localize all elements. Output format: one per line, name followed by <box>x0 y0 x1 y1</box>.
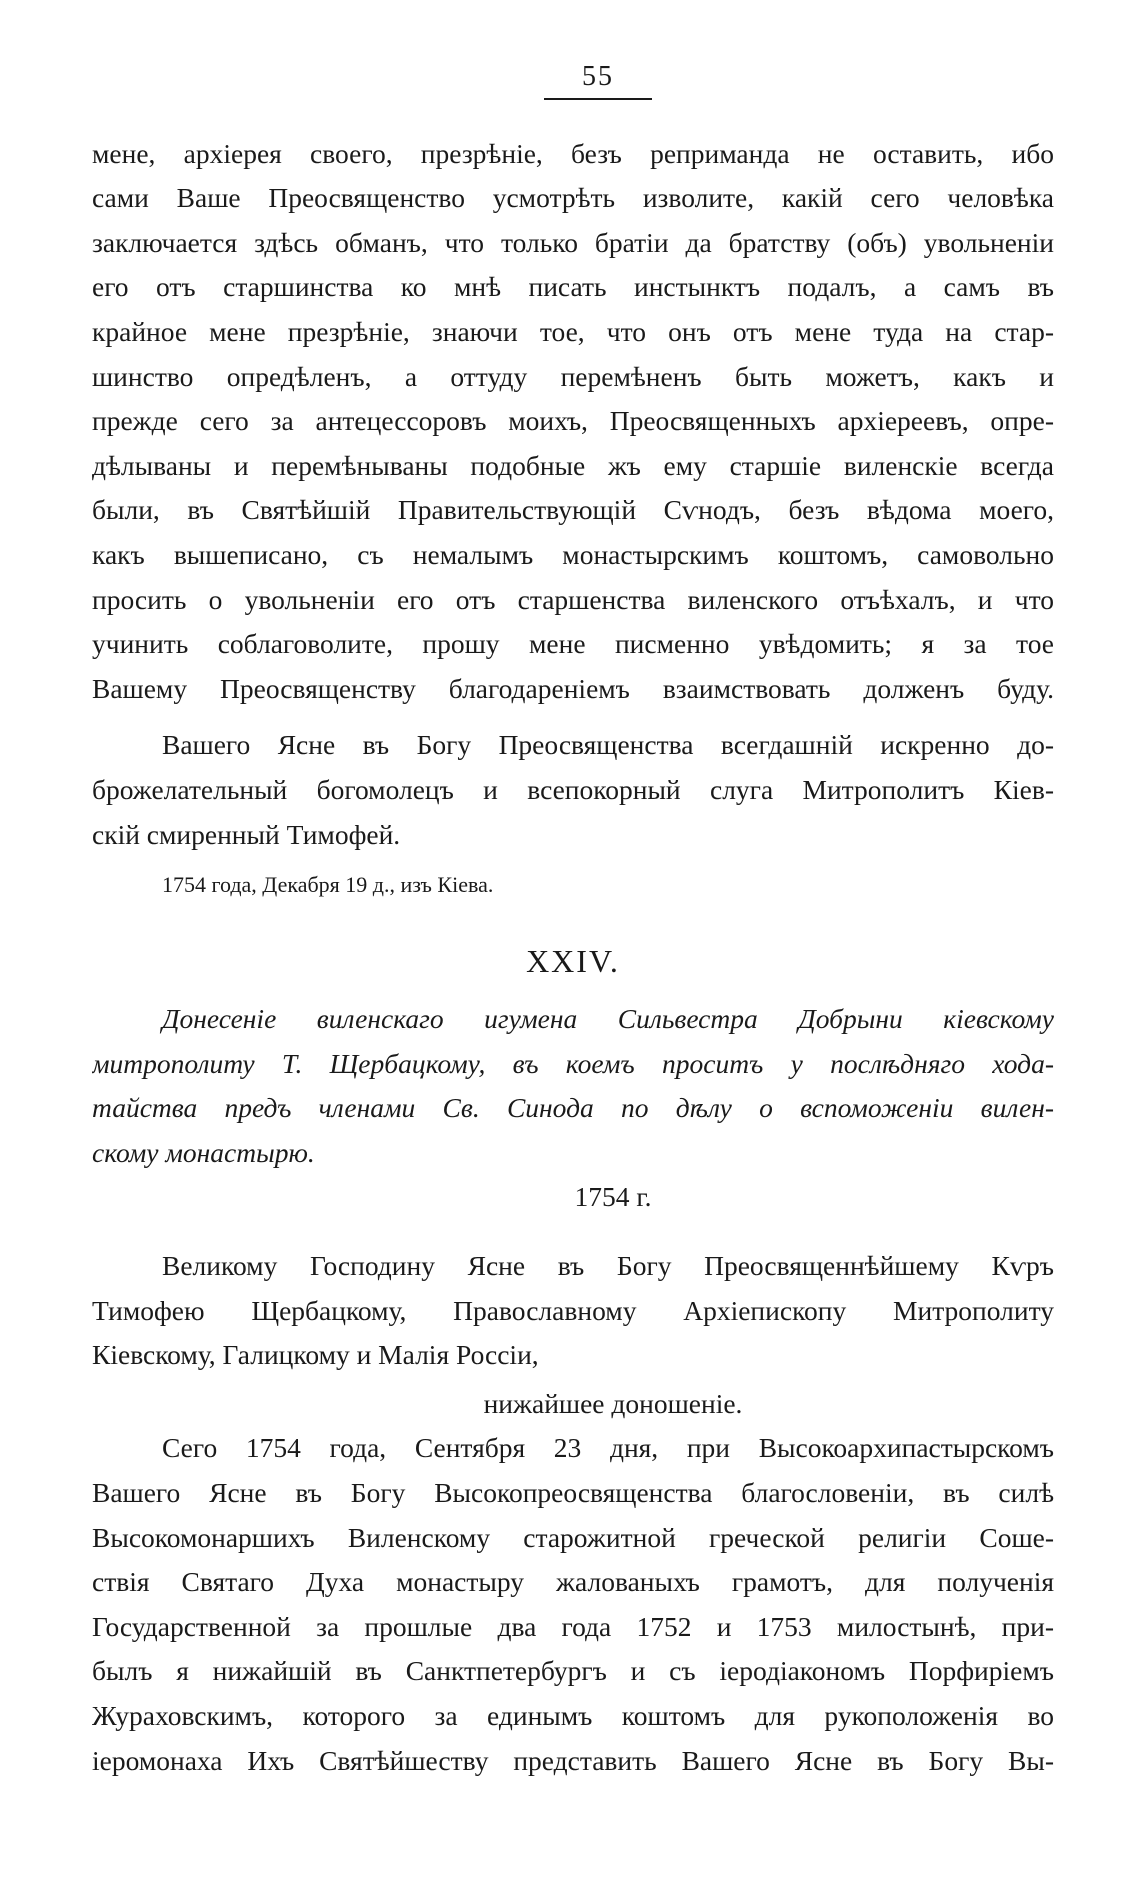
text-line: Вашего Ясне въ Богу Преосвященства всегдашній искренно до- <box>162 729 1054 761</box>
text-line: были, въ Святѣйшій Правительствующій Сѵнодъ, безъ вѣдома моего, <box>92 494 1054 526</box>
text-line: Вашего Ясне въ Богу Высокопреосвященства благословеніи, въ силѣ <box>92 1477 1054 1509</box>
document-heading <box>92 997 1054 1175</box>
text-line: Жураховскимъ, которого за единымъ коштомъ для рукоположенія во <box>92 1700 1054 1731</box>
section-number: XXIV. <box>526 943 620 980</box>
address-closing: нижайшее доношеніе. <box>483 1387 743 1419</box>
text-line: Великому Господину Ясне въ Богу Преосвященнѣйшему Кѵръ <box>162 1250 1054 1282</box>
address-paragraph <box>92 1244 1054 1378</box>
text-line: іеромонаха Ихъ Святѣйшеству представить Вашего Ясне въ Богу Вы- <box>92 1744 1054 1776</box>
text-line: прежде сего за антецессоровъ моихъ, Преосвященныхъ архіереевъ, опре- <box>92 405 1054 437</box>
report-body-paragraph <box>92 1426 1054 1783</box>
text-line: учинить соблаговолите, прошу мене писменно увѣдомить; я за тое <box>92 628 1054 660</box>
text-line: ствія Святаго Духа монастыру жалованыхъ грамотъ, для полученія <box>92 1566 1054 1598</box>
text-line: заключается здѣсь обманъ, что только братіи да братству (объ) увольненіи <box>92 226 1054 258</box>
text-line: скій смиренный Тимофей. <box>92 818 401 850</box>
text-line: мене, архіерея своего, презрѣніе, безъ репримандa не оставить, ибо <box>92 137 1054 169</box>
text-line: былъ я нижайшій въ Санктпетербургъ и съ іеродіакономъ Порфиріемъ <box>92 1655 1054 1687</box>
dateline: 1754 года, Декабря 19 д., изъ Кіева. <box>162 872 494 898</box>
year-label: 1754 г. <box>574 1181 652 1213</box>
text-line: брожелательный богомолецъ и всепокорный слуга Митрополитъ Кіев- <box>92 773 1054 805</box>
heading-line: тайства предъ членами Св. Синода по дѣлу о вспоможеніи вилен- <box>92 1092 1054 1124</box>
signature-paragraph <box>92 723 1054 857</box>
text-line: дѣлываны и перемѣнываны подобные жъ ему старшіе виленскіе всегда <box>92 449 1054 481</box>
text-line: Вашему Преосвященству благодареніемъ взаимствовать долженъ буду. <box>92 672 1054 704</box>
text-line: просить о увольненіи его отъ старшенства виленского отъѣхалъ, и что <box>92 583 1054 615</box>
heading-line: митрополиту Т. Щербацкому, въ коемъ проситъ у послѣдняго хода- <box>92 1047 1054 1079</box>
text-line: какъ вышеписано, съ немалымъ монастырскимъ коштомъ, самовольно <box>92 538 1054 570</box>
text-line: Сего 1754 года, Сентября 23 дня, при Высокоархипастырскомъ <box>162 1432 1054 1464</box>
page-number: 55 <box>142 60 1054 100</box>
text-line: Тимофею Щербацкому, Православному Архіепископу Митрополиту <box>92 1294 1054 1326</box>
text-line: Высокомонаршихъ Виленскому старожитной греческой религіи Соше- <box>92 1521 1054 1553</box>
letter-body-paragraph <box>92 132 1054 712</box>
text-line: его отъ старшинства ко мнѣ писать инстынктъ подалъ, а самъ въ <box>92 271 1054 303</box>
text-line: шинство опредѣленъ, а оттуду перемѣненъ быть можетъ, какъ и <box>92 360 1054 392</box>
text-line: сами Ваше Преосвященство усмотрѣть изволите, какій сего человѣка <box>92 182 1054 214</box>
text-line: Государственной за прошлые два года 1752 и 1753 милостынѣ, при- <box>92 1610 1054 1642</box>
text-line: крайное мене презрѣніе, знаючи тое, что онъ отъ мене туда на стар- <box>92 315 1054 347</box>
document-page <box>92 60 1054 1783</box>
heading-line: Донесеніе виленскаго игумена Сильвестра Добрыни кіевскому <box>162 1003 1054 1035</box>
text-line: Кіевскому, Галицкому и Малія Россіи, <box>92 1339 539 1371</box>
heading-line: скому монастырю. <box>92 1136 315 1168</box>
